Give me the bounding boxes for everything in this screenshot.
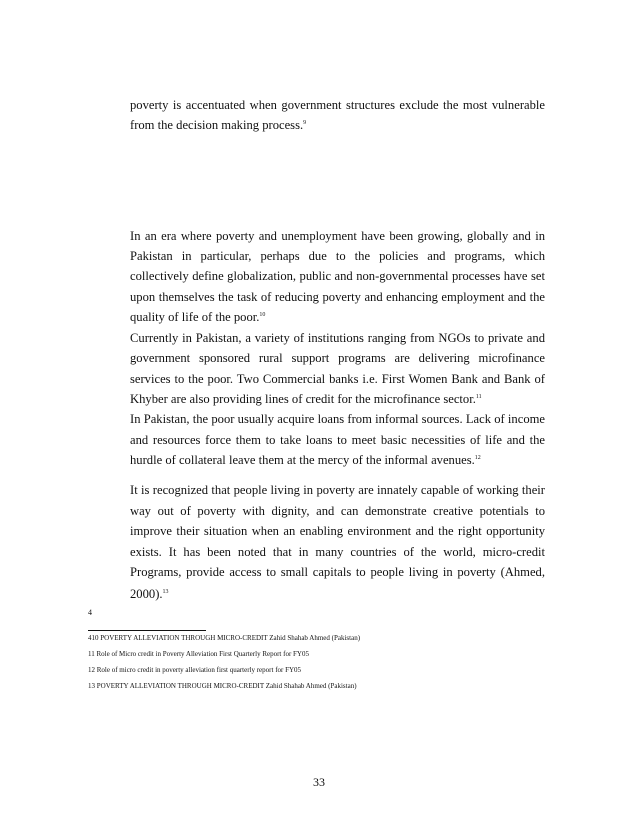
footnote: 13 POVERTY ALLEVIATION THROUGH MICRO-CREDIT Zahid Shahab Ahmed (Pakistan) (88, 682, 357, 690)
body-text-line: services to the poor. Two Commercial banks i.e. First Women Bank and Bank of (130, 372, 545, 386)
body-text-line: exists. It has been noted that in many countries of the world, micro-credit (130, 545, 545, 559)
body-text-line: quality of life of the poor.$^{10}$ (130, 310, 266, 324)
footnote-ref: 13 (162, 589, 169, 595)
body-text-line: poverty is accentuated when government structures exclude the most vulnerable (130, 98, 545, 112)
body-text-line: Currently in Pakistan, a variety of institutions ranging from NGOs to private and (130, 331, 545, 345)
body-text-line: upon themselves the task of reducing poverty and enhancing employment and the (130, 290, 545, 304)
body-text-line: Pakistan in particular, perhaps due to the policies and programs, which (130, 249, 545, 263)
footnote: 11 Role of Micro credit in Poverty Alleviation First Quarterly Report for FY05 (88, 650, 309, 658)
body-text-line: Programs, provide access to small capitals to people living in poverty (Ahmed, (130, 565, 545, 579)
body-text-line: hurdle of collateral leave them at the mercy of the informal avenues.$^{12}$ (130, 453, 481, 467)
body-text-line: Khyber are also providing lines of credit for the microfinance sector.$^{11}$ (130, 392, 482, 406)
page-number: 33 (313, 775, 325, 789)
footnote-ref: 9 (303, 120, 307, 126)
body-text-line: improve their situation when an enabling environment and the right opportunity (130, 524, 545, 538)
body-text-line: from the decision making process.$^9$ (130, 118, 307, 132)
footnote: 12 Role of micro credit in poverty alleviation first quarterly report for FY05 (88, 666, 302, 674)
body-text-line: way out of poverty with dignity, and can demonstrate creative potentials to (130, 504, 545, 518)
body-text-line: In an era where poverty and unemployment have been growing, globally and in (130, 229, 545, 243)
body-text-line: It is recognized that people living in poverty are innately capable of working their (130, 483, 545, 497)
body-text-line: In Pakistan, the poor usually acquire loans from informal sources. Lack of income (130, 412, 545, 426)
footnote-marker: 4 (88, 608, 92, 617)
body-text-line: 2000).$^{13}$ (130, 587, 169, 601)
footnote-divider (88, 630, 206, 631)
footnote-ref: 10 (259, 312, 266, 318)
footnote-ref: 11 (475, 394, 482, 400)
body-text-line: collectively define globalization, public and non-governmental processes have set (130, 269, 545, 283)
body-text-line: and resources force them to take loans to meet basic necessities of life and the (130, 433, 545, 447)
body-text-line: government sponsored rural support programs are delivering microfinance (130, 351, 545, 365)
footnote-ref: 12 (474, 455, 481, 461)
footnote: 410 POVERTY ALLEVIATION THROUGH MICRO-CREDIT Zahid Shahab Ahmed (Pakistan) (88, 634, 361, 642)
